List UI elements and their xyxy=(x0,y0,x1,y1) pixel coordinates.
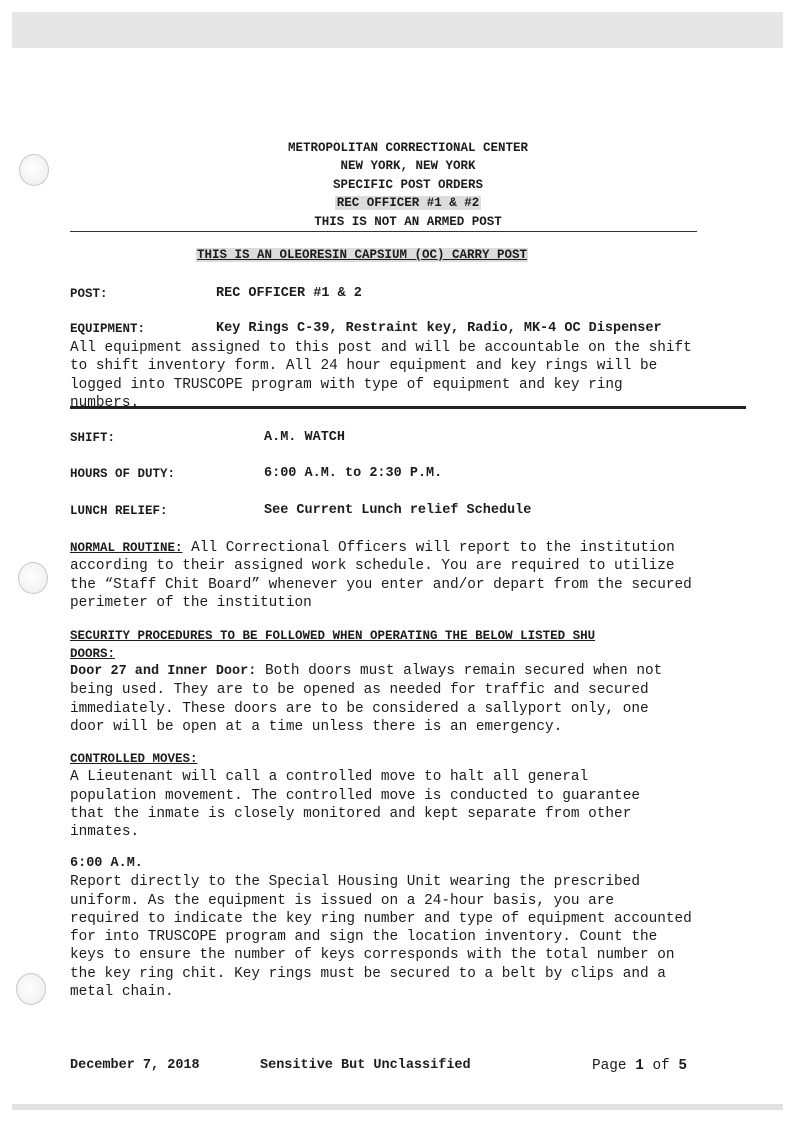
page-of: of xyxy=(652,1058,670,1074)
shift-label: SHIFT: xyxy=(70,431,116,445)
text-line: A Lieutenant will call a controlled move to halt all general xyxy=(70,769,589,786)
header-post-title: REC OFFICER #1 & #2 xyxy=(336,196,480,211)
six-am-section xyxy=(70,855,746,1001)
text-line: door will be open at a time unless there is an emergency. xyxy=(70,718,563,735)
text-line: All Correctional Officers will report to the institution xyxy=(182,540,675,556)
page-current: 1 xyxy=(635,1058,644,1074)
text-line: All equipment assigned to this post and will be accountable on the shift xyxy=(70,340,692,356)
lunch-label: LUNCH RELIEF: xyxy=(70,504,168,518)
normal-routine-label: NORMAL ROUTINE: xyxy=(70,541,183,555)
text-line: Both doors must always remain secured when not xyxy=(256,663,663,679)
text-line: to shift inventory form. All 24 hour equipment and key rings will be xyxy=(70,358,658,375)
section-heading: DOORS: xyxy=(70,647,116,662)
text-line: logged into TRUSCOPE program with type of equipment and key ring xyxy=(70,376,623,393)
text-line: that the inmate is closely monitored and kept separate from other xyxy=(70,805,632,822)
text-line: immediately. These doors are to be considered a sallyport only, one xyxy=(70,700,649,717)
post-label: POST: xyxy=(70,287,108,301)
text-line: uniform. As the equipment is issued on a 24-hour basis, you are xyxy=(70,892,615,909)
header-line: METROPOLITAN CORRECTIONAL CENTER xyxy=(287,141,529,155)
text-line: metal chain. xyxy=(70,984,174,1001)
header-line: THIS IS NOT AN ARMED POST xyxy=(314,214,502,229)
controlled-moves-section xyxy=(70,750,746,841)
text-line: population movement. The controlled move is conducted to guarantee xyxy=(70,787,640,804)
header-line: SPECIFIC POST ORDERS xyxy=(332,177,484,192)
section-heading: SECURITY PROCEDURES TO BE FOLLOWED WHEN OPERATING THE BELOW LISTED SHU xyxy=(70,629,596,643)
text-line: Report directly to the Special Housing Unit wearing the prescribed xyxy=(70,874,640,891)
footer-page-number xyxy=(592,1058,687,1074)
door-section xyxy=(70,662,746,736)
equipment-text xyxy=(70,339,746,412)
security-heading xyxy=(70,627,746,664)
scan-bottom-band xyxy=(12,1104,783,1110)
punch-hole xyxy=(18,562,48,594)
page-total: 5 xyxy=(678,1058,688,1074)
hours-value: 6:00 A.M. to 2:30 P.M. xyxy=(264,466,443,481)
section-heading: CONTROLLED MOVES: xyxy=(70,752,198,766)
hours-label: HOURS OF DUTY: xyxy=(70,467,176,481)
page-prefix: Page xyxy=(592,1058,627,1074)
equipment-value: Key Rings C-39, Restraint key, Radio, MK-4 OC Dispenser xyxy=(216,321,662,336)
footer-classification: Sensitive But Unclassified xyxy=(260,1058,471,1073)
text-line: the “Staff Chit Board” whenever you enter and/or depart from the secured xyxy=(70,576,692,593)
punch-hole xyxy=(19,154,49,186)
text-line: being used. They are to be opened as needed for traffic and secured xyxy=(70,682,649,699)
text-line: keys to ensure the number of keys corresponds with the total number on xyxy=(70,947,675,964)
section-heading: 6:00 A.M. xyxy=(70,856,143,871)
scan-top-band xyxy=(12,12,783,48)
footer-date: December 7, 2018 xyxy=(70,1058,200,1073)
text-line: according to their assigned work schedule. You are required to utilize xyxy=(70,558,675,575)
text-line: numbers. xyxy=(70,394,140,411)
thick-divider xyxy=(70,406,746,409)
punch-hole xyxy=(16,973,46,1005)
post-value: REC OFFICER #1 & 2 xyxy=(216,286,362,301)
door-label: Door 27 and Inner Door: xyxy=(70,664,257,679)
text-line: required to indicate the key ring number and type of equipment accounted xyxy=(70,910,692,927)
normal-routine-section xyxy=(70,539,746,612)
text-line: perimeter of the institution xyxy=(70,594,312,611)
equipment-label: EQUIPMENT: xyxy=(70,322,146,336)
header-line: NEW YORK, NEW YORK xyxy=(340,159,476,174)
shift-value: A.M. WATCH xyxy=(264,430,346,445)
lunch-value: See Current Lunch relief Schedule xyxy=(264,503,532,518)
text-line: the key ring chit. Key rings must be secured to a belt by clips and a xyxy=(70,965,666,982)
oc-carry-notice: THIS IS AN OLEORESIN CAPSIUM (OC) CARRY POST xyxy=(197,248,528,262)
text-line: inmates. xyxy=(70,824,140,841)
text-line: for into TRUSCOPE program and sign the location inventory. Count the xyxy=(70,929,658,946)
document-header xyxy=(70,139,746,231)
divider xyxy=(70,231,697,232)
